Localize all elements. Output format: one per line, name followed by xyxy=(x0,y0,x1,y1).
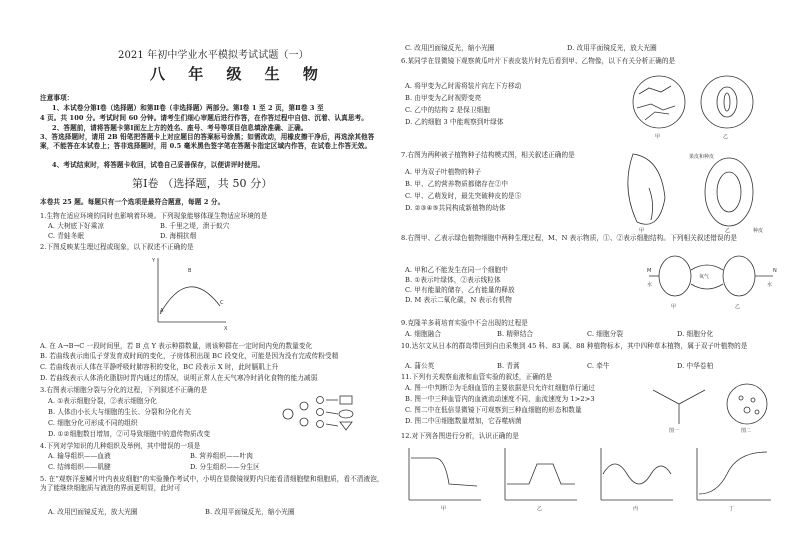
q7-label-zhongpi: 种皮 xyxy=(753,228,764,234)
q6-option-c: C. 乙中的结构 2 是保卫细胞 xyxy=(405,106,490,114)
q3-cell-1 xyxy=(283,409,293,419)
q2-stem: 2.下图反映某生理过程或现象，以下叙述不正确的是 xyxy=(40,243,194,251)
q2-curve-figure xyxy=(150,254,230,332)
section-note: 本卷共 25 题。每题只有一个选项是最符合题意，每题 2 分。 xyxy=(40,198,225,206)
right-column xyxy=(397,0,794,560)
q11-rbc-2 xyxy=(751,398,755,402)
q8-option-d: D. M 表示二氧化碳，N 表示有机物 xyxy=(405,296,512,304)
q7-seed-figure xyxy=(619,148,779,234)
q4-option-a: A. 输导组织——血液 xyxy=(48,452,111,460)
q7-cotyledon-yi xyxy=(717,172,741,212)
section-title: 第Ⅰ卷 （选择题，共 50 分） xyxy=(132,177,273,190)
q8-label-yi: 乙 xyxy=(735,304,741,310)
q11-option-b: B. 图一中三种血管内的血液流动速度不同，血流速度为 1>2>3 xyxy=(405,395,595,403)
note-1b: 4 页。共 100 分。考试时间 60 分钟。请考生们细心审题后进行作答，在作答过程中自信、沉着、认真思考。 xyxy=(40,114,368,122)
q3-option-d: D. ①②细胞数目增加，②可导致细胞中的遗传物质改变 xyxy=(48,430,211,438)
q9-option-a: A. 细胞融合 xyxy=(405,330,442,338)
q1-stem: 1.生物在适应环境的同时也影响着环境。下列现象能够体现生物适应环境的是 xyxy=(40,212,268,220)
q7-seed-jia xyxy=(628,154,665,224)
note-2: 2、答题前，请将答题卡第Ⅰ面左上方的姓名、座号、考号等项目信息填涂准确、正确。 xyxy=(52,124,308,132)
q2-curve xyxy=(160,287,220,314)
q3-cell-2a xyxy=(300,402,308,410)
q8-label-water-right: 水 xyxy=(767,282,773,288)
q6-stoma xyxy=(724,93,730,111)
notes-title: 注意事项： xyxy=(40,94,74,102)
q9-stem: 9.克隆羊多莉培育实验中不会出现的过程是 xyxy=(401,319,528,327)
q2-option-c: C. 若曲线表示人体在平静呼吸时肺容积的变化，BC 段表示 X 时，此时膈肌上升 xyxy=(40,363,279,371)
q6-stem: 6.某同学在显微镜下观察黄瓜叶片下表皮装片时先后看到甲、乙物像，以下有关分析正确的是 xyxy=(401,57,676,65)
q3-cell-3c xyxy=(317,421,324,428)
q3-option-c: C. 细胞分化可形成不同的组织 xyxy=(48,419,138,427)
q6-field-yi xyxy=(701,76,753,128)
q6-field-jia xyxy=(633,76,685,128)
q7-label-yi: 乙 xyxy=(725,228,731,234)
q3-tissue-b xyxy=(339,410,353,418)
q8-organelle-2 xyxy=(723,256,755,296)
note-4: 4、考试结束时，将答题卡收回，试卷自己妥善保存，以便讲评时使用。 xyxy=(52,161,265,169)
exam-header: 2021 年初中学业水平模拟考试试题（一） xyxy=(118,50,309,61)
q3-cell-3b xyxy=(317,409,324,416)
q11-vessels xyxy=(653,390,705,424)
q7-option-c: C. 甲、乙萌发时，最先突破种皮的是⑤ xyxy=(405,192,522,200)
q10-option-c: C. 牵牛 xyxy=(587,362,610,370)
q6-option-d: D. 乙的细胞 3 中能观察到叶绿体 xyxy=(405,118,504,126)
q5-option-c: C. 改用凹面镜反光，缩小光圈 xyxy=(405,44,495,52)
q4-option-d: D. 分生组织——分生区 xyxy=(190,463,260,471)
q12-graph-bing xyxy=(601,448,673,512)
q7-option-d: D. ②③④⑤共同构成新植物的幼体 xyxy=(405,204,506,212)
q1-option-c: C. 青蛙冬眠 xyxy=(48,232,85,240)
q11-option-c: C. 图二中在低倍显微镜下可观察到三种血细胞的形态和数量 xyxy=(405,406,582,414)
q7-option-b: B. 甲、乙的营养物质都储存在②中 xyxy=(405,180,509,188)
q4-option-b: B. 营养组织——叶肉 xyxy=(190,452,253,460)
q4-option-c: C. 结缔组织——肌腱 xyxy=(48,463,111,471)
q8-label-o2: 氧气 xyxy=(699,274,710,280)
q10-option-d: D. 中华卷柏 xyxy=(677,362,714,370)
q2-point-a: A xyxy=(160,308,164,314)
svg-text:丁: 丁 xyxy=(729,506,735,512)
q3-tissue-c xyxy=(340,422,352,430)
q7-label-guopi: 果皮和种皮 xyxy=(689,154,715,160)
q7-embryo-jia xyxy=(649,188,653,220)
svg-text:甲: 甲 xyxy=(441,506,447,512)
q8-label-m: M xyxy=(647,268,652,274)
q9-option-d: D. 细胞分化 xyxy=(677,330,714,338)
q9-option-b: B. 精卵结合 xyxy=(497,330,534,338)
q8-arrow-top xyxy=(691,265,723,270)
q11-label-tu2: 图二 xyxy=(741,428,752,434)
q3-cell-3a xyxy=(317,397,324,404)
q2-option-a: A. 在 A→B→C 一段时间里，若 B 点 Y 表示种群数量，则该种群在一定时间内免的数量变化 xyxy=(40,342,313,350)
q12-graph-yi xyxy=(505,448,577,512)
q5-option-d: D. 改用平面镜反光，放大光圈 xyxy=(567,44,657,52)
q10-stem: 10.达尔文从日本的群岛带回到自由采集到 45 科、83 属、88 种植物标本，其中四种草本植物，属于双子叶植物的是 xyxy=(401,342,748,350)
svg-text:丙: 丙 xyxy=(633,506,639,512)
q12-graph-jia xyxy=(409,448,481,512)
q3-option-a: A. ①表示细胞分裂，②表示细胞分化 xyxy=(48,397,157,405)
q3-arrow-c xyxy=(326,424,338,426)
q10-option-b: B. 青蒿 xyxy=(497,362,520,370)
q11-wbc xyxy=(744,407,750,413)
q8-label-jia: 甲 xyxy=(671,304,677,310)
q6-guard-cells xyxy=(717,87,737,117)
q10-option-a: A. 蒲公英 xyxy=(405,362,435,370)
q8-arrow-bottom xyxy=(691,284,723,289)
q1-option-d: D. 海桐抗烟 xyxy=(160,232,197,240)
q3-stem: 3.右图表示细胞分裂与分化的过程，下列叙述不正确的是 xyxy=(40,386,208,394)
q8-label-n: N xyxy=(773,268,777,274)
q11-rbc-3 xyxy=(755,410,759,414)
q8-option-b: B. ①表示叶绿体，②表示线粒体 xyxy=(405,276,501,284)
q11-rbc-1 xyxy=(739,396,743,400)
q6-label-yi: 乙 xyxy=(723,134,729,140)
subject-title: 八 年 级 生 物 xyxy=(150,65,327,83)
q5-stem: 5. 在“观察洋葱鳞片叶内表皮细胞”的实验操作考试中，小明在显微镜视野内只能看清细胞壁和细胞质，看不清液泡，为了能继续细胞质与液泡的界面更明显，此时可 xyxy=(40,475,384,492)
q7-stem: 7.右图为两种被子植物种子结构模式图，相关叙述正确的是 xyxy=(401,151,575,159)
q5-option-a: A. 改用凹面镜反光，放大光圈 xyxy=(48,508,138,516)
q4-stem: 4.下列对学知识的几种组织及举例，其中错误的一项是 xyxy=(40,442,201,450)
q2-y-label: Y xyxy=(152,258,156,264)
q3-cell-2b xyxy=(300,418,308,426)
svg-text:乙: 乙 xyxy=(537,506,543,512)
q11-blood-smear xyxy=(727,384,767,424)
note-1: 1、本试卷分第Ⅰ卷（选择题）和第Ⅱ卷（非选择题）两部分。第Ⅰ卷 1 至 2 页，第Ⅱ卷 3 至 xyxy=(52,104,324,112)
q2-x-label: X xyxy=(224,326,228,332)
q12-graph-ding xyxy=(697,448,771,512)
q6-label-jia: 甲 xyxy=(655,134,661,140)
q5-option-b: B. 改用平面镜反光，缩小光圈 xyxy=(205,508,295,516)
q3-arrow-b xyxy=(326,412,338,414)
q6-option-a: A. 将甲变为乙时需将装片向左下方移动 xyxy=(405,82,522,90)
q12-graphs-figure xyxy=(405,444,785,514)
q12-stem: 12.对下列各图进行分析，认识正确的是 xyxy=(401,432,519,440)
q7-label-jia: 甲 xyxy=(639,228,645,234)
q8-option-a: A. 甲和乙不能发生在同一个细胞中 xyxy=(405,266,508,274)
q11-option-a: A. 图一中判断②为毛细血管的主要依据是只允许红细胞单行通过 xyxy=(405,384,595,392)
q7-option-a: A. 甲为双子叶植物的种子 xyxy=(405,168,482,176)
q8-organelle-figure xyxy=(647,250,782,314)
q1-option-b: B. 千里之堤，溃于蚁穴 xyxy=(160,222,230,230)
q2-point-b: B xyxy=(188,268,192,274)
q6-cells-jia xyxy=(637,86,675,120)
q7-seed-yi xyxy=(705,158,753,226)
q8-organelle-1 xyxy=(659,256,691,296)
q11-option-d: D. 图二中④细胞数量增加，它吞噬病菌 xyxy=(405,417,522,425)
q8-stem: 8.右图甲、乙表示绿色植物细胞中两种生理过程，M、N 表示物质，①、②表示细胞结构。下列相关叙述错误的是 xyxy=(401,234,738,242)
q11-blood-figure xyxy=(649,380,784,434)
q2-point-c: C xyxy=(220,300,224,306)
note-3: 3、答选择题时，请用 2B 铅笔把答题卡上对应题目的答案标号涂黑；如需改动，用橡皮擦干净后，再选涂其他答案，不能答在本试卷上；答非选择题时，用 0.5 毫米黑色签字笔在答题卡指定区域内作答，在试卷上作答无效。 xyxy=(40,133,375,150)
q11-stem: 11.下列有关观察血液和血管实验的叙述，正确的是 xyxy=(401,373,553,381)
q3-cell-division-figure xyxy=(280,392,380,438)
q3-tissue-a xyxy=(340,396,352,404)
q3-option-b: B. 人体由小长大与细胞的生长、分裂和分化有关 xyxy=(48,408,192,416)
q1-option-a: A. 大树底下好乘凉 xyxy=(48,222,105,230)
q9-option-c: C. 细胞分裂 xyxy=(587,330,624,338)
q2-option-b: B. 若曲线表示南瓜子芽发育成时间的变化，子房体积出现 BC 段变化，可能是因为没有完成传粉受精 xyxy=(40,352,339,360)
q11-label-tu1: 图一 xyxy=(669,428,680,434)
q6-option-b: B. 由甲变为乙时视野变亮 xyxy=(405,94,482,102)
q6-microscope-figure xyxy=(627,72,767,142)
q8-label-water-left: 水 xyxy=(647,282,653,288)
q8-option-c: C. 甲有能量的储存，乙有能量的释放 xyxy=(405,286,515,294)
q2-option-d: D. 若曲线表示人体消化脂肪时胃内通过的情况，说明正常人在天气寒冷时消化食物的能力减弱 xyxy=(40,374,318,382)
